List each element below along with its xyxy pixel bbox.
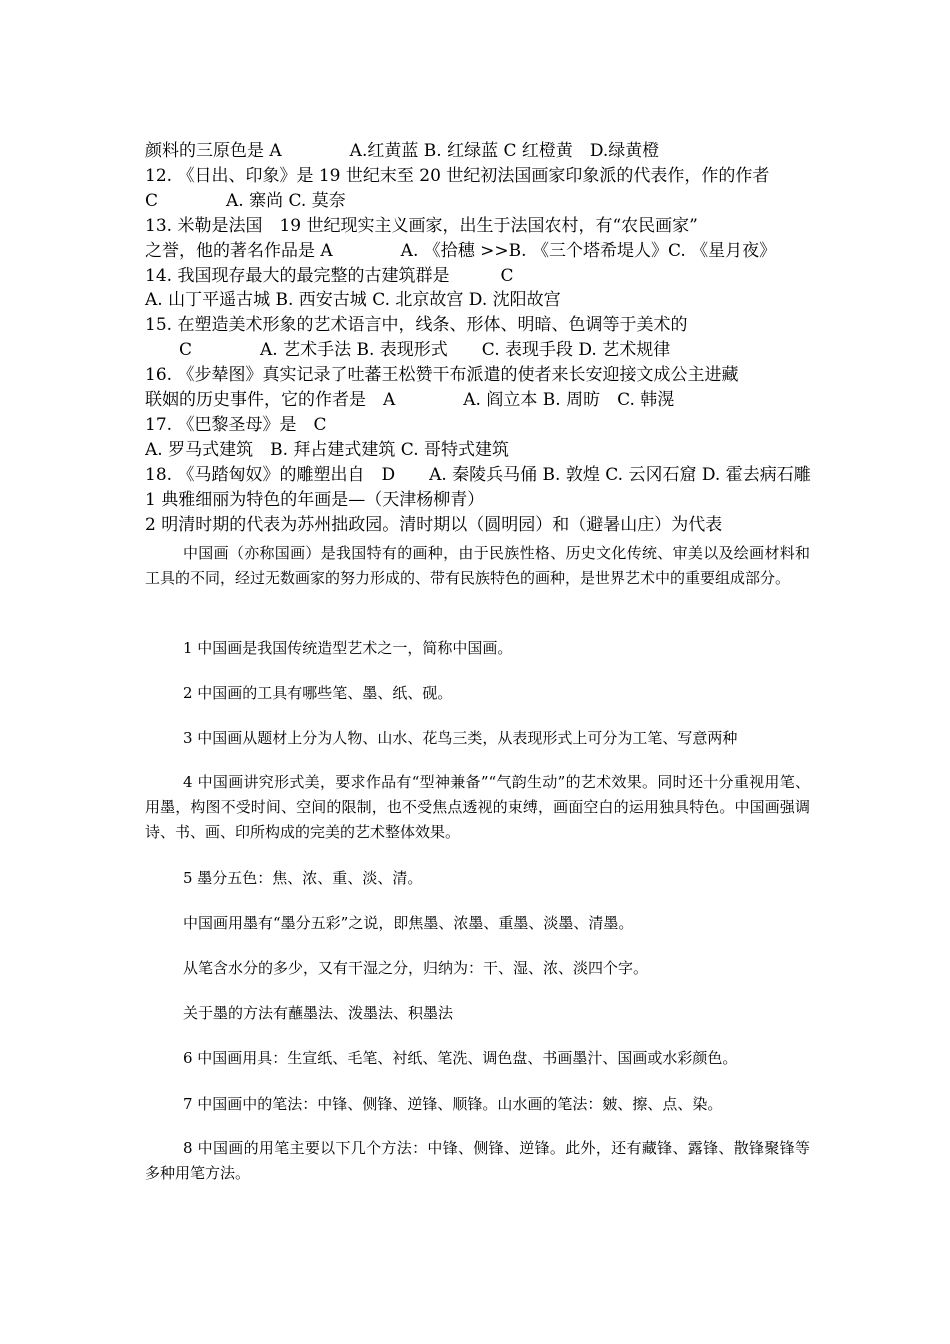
note-7: 7 中国画中的笔法：中锋、侧锋、逆锋、顺锋。山水画的笔法：皴、擦、点、染。 xyxy=(183,1095,723,1113)
note-ink-five-colors: 中国画用墨有“墨分五彩”之说，即焦墨、浓墨、重墨、淡墨、清墨。 xyxy=(183,914,634,932)
note-ink-methods: 关于墨的方法有蘸墨法、泼墨法、积墨法 xyxy=(183,1004,454,1022)
question-17-options: A. 罗马式建筑 B. 拜占建式建筑 C. 哥特式建筑 xyxy=(145,440,509,460)
question-primary-colors: 颜料的三原色是 A A.红黄蓝 B. 红绿蓝 C 红橙黄 D.绿黄橙 xyxy=(145,141,660,161)
question-16: 16. 《步辇图》真实记录了吐蕃王松赞干布派遣的使者来长安迎接文成公主进藏 xyxy=(145,365,739,385)
note-8-paragraph: 8 中国画的用笔主要以下几个方法：中锋、侧锋、逆锋。此外，还有藏锋、露锋、散锋聚锋等多种用笔方法。 xyxy=(145,1139,810,1182)
question-12-options: C A. 寨尚 C. 莫奈 xyxy=(145,191,346,211)
question-13: 13. 米勒是法国 19 世纪现实主义画家，出生于法国农村，有“农民画家” xyxy=(145,216,698,236)
fact-new-year-painting: 1 典雅细丽为特色的年画是—（天津杨柳青） xyxy=(145,490,485,510)
note-1: 1 中国画是我国传统造型艺术之一，简称中国画。 xyxy=(183,639,513,657)
fact-gardens: 2 明清时期的代表为苏州拙政园。清时期以（圆明园）和（避暑山庄）为代表 xyxy=(145,515,723,535)
question-16-options: 联姻的历史事件，它的作者是 A A. 阎立本 B. 周昉 C. 韩滉 xyxy=(145,390,675,410)
question-17: 17. 《巴黎圣母》是 C xyxy=(145,415,327,435)
note-3: 3 中国画从题材上分为人物、山水、花鸟三类，从表现形式上可分为工笔、写意两种 xyxy=(183,729,738,747)
question-15: 15. 在塑造美术形象的艺术语言中，线条、形体、明暗、色调等于美术的 xyxy=(145,315,688,335)
question-15-options: C A. 艺术手法 B. 表现形式 C. 表现手段 D. 艺术规律 xyxy=(145,340,671,360)
note-water-content: 从笔含水分的多少，又有干湿之分，归纳为：干、湿、浓、淡四个字。 xyxy=(183,959,649,977)
question-14-options: A. 山丁平遥古城 B. 西安古城 C. 北京故宫 D. 沈阳故宫 xyxy=(145,290,561,310)
question-18: 18. 《马踏匈奴》的雕塑出自 D A. 秦陵兵马俑 B. 敦煌 C. 云冈石窟 D. 霍去病石雕 xyxy=(145,465,811,485)
note-5: 5 墨分五色：焦、浓、重、淡、清。 xyxy=(183,869,423,887)
note-6: 6 中国画用具：生宣纸、毛笔、衬纸、笔洗、调色盘、书画墨汁、国画或水彩颜色。 xyxy=(183,1049,738,1067)
intro-paragraph: 中国画（亦称国画）是我国特有的画种，由于民族性格、历史文化传统、审美以及绘画材料和工具的不同，经过无数画家的努力形成的、带有民族特色的画种，是世界艺术中的重要组成部分。 xyxy=(145,544,810,587)
question-14: 14. 我国现存最大的最完整的古建筑群是 C xyxy=(145,266,514,286)
note-2: 2 中国画的工具有哪些笔、墨、纸、砚。 xyxy=(183,684,453,702)
question-13-options: 之誉，他的著名作品是 A A. 《拾穗 >>B. 《三个塔希堤人》C. 《星月夜》 xyxy=(145,241,777,261)
question-12: 12. 《日出、印象》是 19 世纪末至 20 世纪初法国画家印象派的代表作，作的作者 xyxy=(145,166,770,186)
note-4-paragraph: 4 中国画讲究形式美，要求作品有“型神兼备”“气韵生动”的艺术效果。同时还十分重视用笔、用墨，构图不受时间、空间的限制，也不受焦点透视的束缚，画面空白的运用独具特色。中国画强调诗、书、画、印所构成的完美的艺术整体效果。 xyxy=(145,773,810,841)
